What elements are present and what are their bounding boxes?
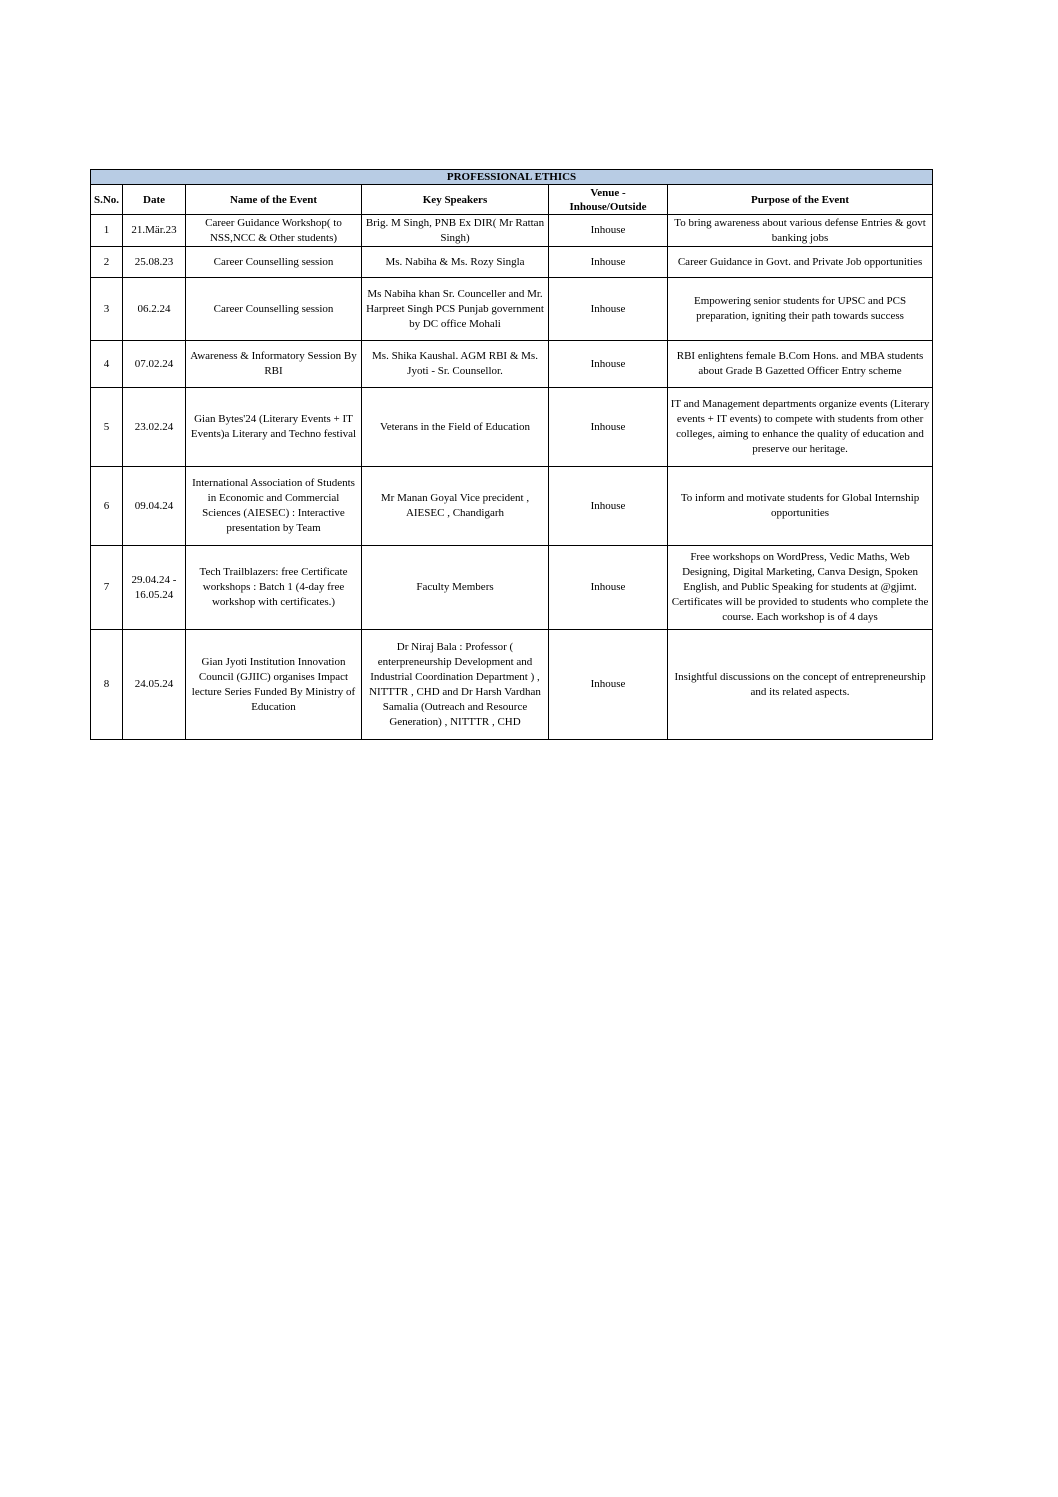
table-row <box>91 630 933 740</box>
cell-sno: 2 <box>91 247 123 278</box>
cell-date: 09.04.24 <box>123 467 186 546</box>
cell-key-speakers: Faculty Members <box>362 546 549 630</box>
cell-venue: Inhouse <box>549 247 668 278</box>
cell-event-name: Career Counselling session <box>186 278 362 341</box>
cell-key-speakers: Ms Nabiha khan Sr. Counceller and Mr. Harpreet Singh PCS Punjab government by DC office Mohali <box>362 278 549 341</box>
cell-purpose: Free workshops on WordPress, Vedic Maths, Web Designing, Digital Marketing, Canva Design, Spoken English, and Public Speaking for students at @gjimt. Certificates will be provided to students who complete the course. Each workshop is of 4 days <box>668 546 933 630</box>
table-row <box>91 215 933 247</box>
cell-purpose: Career Guidance in Govt. and Private Job opportunities <box>668 247 933 278</box>
table-row <box>91 388 933 467</box>
cell-purpose: To inform and motivate students for Global Internship opportunities <box>668 467 933 546</box>
cell-purpose: Insightful discussions on the concept of entrepreneurship and its related aspects. <box>668 630 933 740</box>
table-row <box>91 341 933 388</box>
cell-key-speakers: Veterans in the Field of Education <box>362 388 549 467</box>
cell-event-name: Awareness & Informatory Session By RBI <box>186 341 362 388</box>
cell-key-speakers: Mr Manan Goyal Vice precident , AIESEC , Chandigarh <box>362 467 549 546</box>
cell-venue: Inhouse <box>549 215 668 247</box>
cell-purpose: IT and Management departments organize events (Literary events + IT events) to compete with students from other colleges, aiming to enhance the quality of education and preserve our heritage. <box>668 388 933 467</box>
cell-sno: 7 <box>91 546 123 630</box>
cell-sno: 6 <box>91 467 123 546</box>
cell-sno: 4 <box>91 341 123 388</box>
cell-date: 25.08.23 <box>123 247 186 278</box>
table-row <box>91 467 933 546</box>
cell-date: 29.04.24 - 16.05.24 <box>123 546 186 630</box>
header-purpose: Purpose of the Event <box>668 185 933 215</box>
cell-event-name: Gian Bytes'24 (Literary Events + IT Events)a Literary and Techno festival <box>186 388 362 467</box>
header-date: Date <box>123 185 186 215</box>
table-title-row <box>91 170 933 185</box>
header-key-speakers: Key Speakers <box>362 185 549 215</box>
cell-event-name: Career Counselling session <box>186 247 362 278</box>
cell-date: 21.Mär.23 <box>123 215 186 247</box>
cell-sno: 1 <box>91 215 123 247</box>
table-row <box>91 278 933 341</box>
cell-date: 24.05.24 <box>123 630 186 740</box>
document-sheet <box>90 169 932 740</box>
cell-key-speakers: Brig. M Singh, PNB Ex DIR( Mr Rattan Singh) <box>362 215 549 247</box>
cell-sno: 5 <box>91 388 123 467</box>
cell-purpose: Empowering senior students for UPSC and PCS preparation, igniting their path towards success <box>668 278 933 341</box>
cell-purpose: To bring awareness about various defense Entries & govt banking jobs <box>668 215 933 247</box>
cell-date: 06.2.24 <box>123 278 186 341</box>
table-title: PROFESSIONAL ETHICS <box>91 170 933 185</box>
cell-purpose: RBI enlightens female B.Com Hons. and MBA students about Grade B Gazetted Officer Entry scheme <box>668 341 933 388</box>
cell-event-name: Career Guidance Workshop( to NSS,NCC & Other students) <box>186 215 362 247</box>
cell-date: 07.02.24 <box>123 341 186 388</box>
cell-venue: Inhouse <box>549 341 668 388</box>
cell-venue: Inhouse <box>549 388 668 467</box>
cell-venue: Inhouse <box>549 467 668 546</box>
table-row <box>91 546 933 630</box>
cell-date: 23.02.24 <box>123 388 186 467</box>
events-table <box>90 169 933 740</box>
cell-key-speakers: Ms. Shika Kaushal. AGM RBI & Ms. Jyoti - Sr. Counsellor. <box>362 341 549 388</box>
header-sno: S.No. <box>91 185 123 215</box>
header-venue: Venue - Inhouse/Outside <box>549 185 668 215</box>
cell-venue: Inhouse <box>549 278 668 341</box>
cell-venue: Inhouse <box>549 630 668 740</box>
cell-sno: 3 <box>91 278 123 341</box>
cell-event-name: Tech Trailblazers: free Certificate workshops : Batch 1 (4-day free workshop with certificates.) <box>186 546 362 630</box>
cell-event-name: Gian Jyoti Institution Innovation Council (GJIIC) organises Impact lecture Series Funded By Ministry of Education <box>186 630 362 740</box>
cell-sno: 8 <box>91 630 123 740</box>
cell-venue: Inhouse <box>549 546 668 630</box>
cell-key-speakers: Ms. Nabiha & Ms. Rozy Singla <box>362 247 549 278</box>
cell-event-name: International Association of Students in Economic and Commercial Sciences (AIESEC) : Interactive presentation by Team <box>186 467 362 546</box>
header-event-name: Name of the Event <box>186 185 362 215</box>
table-row <box>91 247 933 278</box>
table-header-row <box>91 185 933 215</box>
cell-key-speakers: Dr Niraj Bala : Professor ( enterpreneurship Development and Industrial Coordination Department ) , NITTTR , CHD and Dr Harsh Vardhan Samalia (Outreach and Resource Generation) , NITTTR , CHD <box>362 630 549 740</box>
